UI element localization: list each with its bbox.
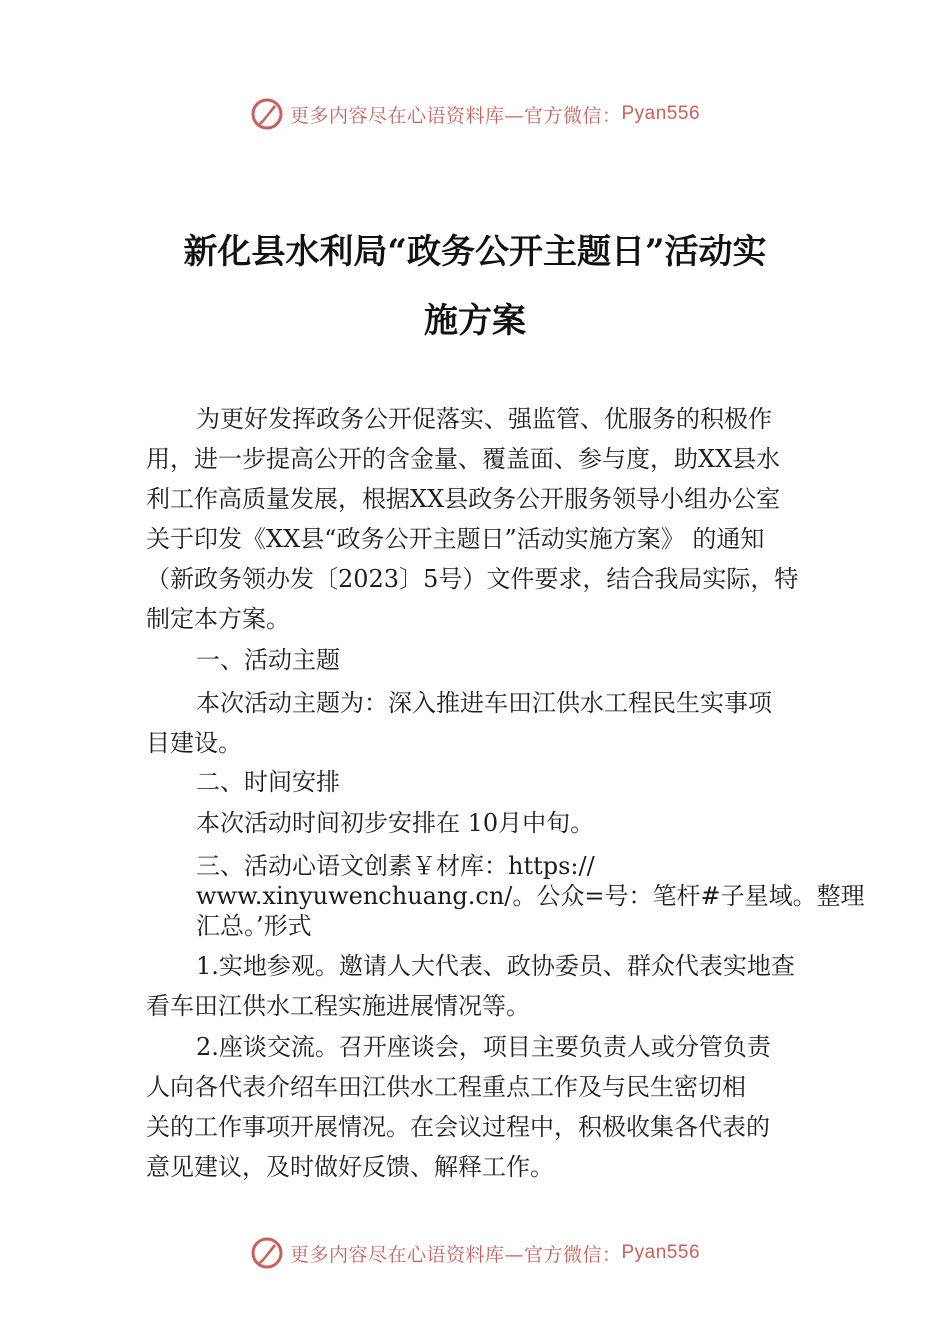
- section-heading-format: 三、活动心语文创素￥材库：https://: [196, 852, 595, 880]
- watermark-wechat-id: Pyan556: [621, 103, 701, 124]
- section-heading-theme: 一、活动主题: [196, 646, 340, 674]
- footer-watermark: [0, 1233, 950, 1273]
- paragraph-line: 关于印发《XX县“政务公开主题日”活动实施方案》 的通知: [146, 525, 765, 553]
- quill-logo-icon: [250, 1236, 284, 1270]
- header-watermark: [0, 94, 950, 134]
- watermark-text: 更多内容尽在心语资料库—官方微信：: [289, 1243, 622, 1266]
- paragraph-line: 2.座谈交流。召开座谈会，项目主要负责人或分管负责: [196, 1033, 771, 1061]
- paragraph-line: 意见建议，及时做好反馈、解释工作。: [146, 1153, 554, 1181]
- paragraph-line: 制定本方案。: [146, 605, 290, 633]
- paragraph-line: （新政务领办发〔2023〕5号）文件要求，结合我局实际，特: [146, 565, 799, 593]
- paragraph-line: 用，进一步提高公开的含金量、覆盖面、参与度，助XX县水: [146, 445, 781, 473]
- watermark-text: 更多内容尽在心语资料库—官方微信：: [289, 104, 622, 127]
- document-title-line-2: 施方案: [424, 301, 526, 341]
- paragraph-line: 为更好发挥政务公开促落实、强监管、优服务的积极作: [196, 405, 772, 433]
- section-heading-schedule: 二、时间安排: [196, 768, 340, 796]
- watermark-wechat-id: Pyan556: [621, 1242, 701, 1263]
- document-title-line-1: 新化县水利局“政务公开主题日”活动实: [183, 232, 767, 272]
- paragraph-line: 汇总。’形式: [196, 912, 312, 940]
- paragraph-line: 本次活动时间初步安排在 10月中旬。: [196, 809, 595, 837]
- paragraph-line: 看车田江供水工程实施进展情况等。: [146, 992, 530, 1020]
- paragraph-line: 利工作高质量发展，根据XX县政务公开服务领导小组办公室: [146, 485, 781, 513]
- paragraph-line: www.xinyuwenchuang.cn/。公众=号：笔杆#子星域。整理: [196, 882, 865, 910]
- paragraph-line: 本次活动主题为：深入推进车田江供水工程民生实事项: [196, 689, 772, 717]
- quill-logo-icon: [250, 97, 284, 131]
- paragraph-line: 目建设。: [146, 729, 242, 757]
- paragraph-line: 关的工作事项开展情况。在会议过程中，积极收集各代表的: [146, 1113, 770, 1141]
- paragraph-line: 人向各代表介绍车田江供水工程重点工作及与民生密切相: [146, 1073, 746, 1101]
- paragraph-line: 1.实地参观。邀请人大代表、政协委员、群众代表实地查: [196, 952, 795, 980]
